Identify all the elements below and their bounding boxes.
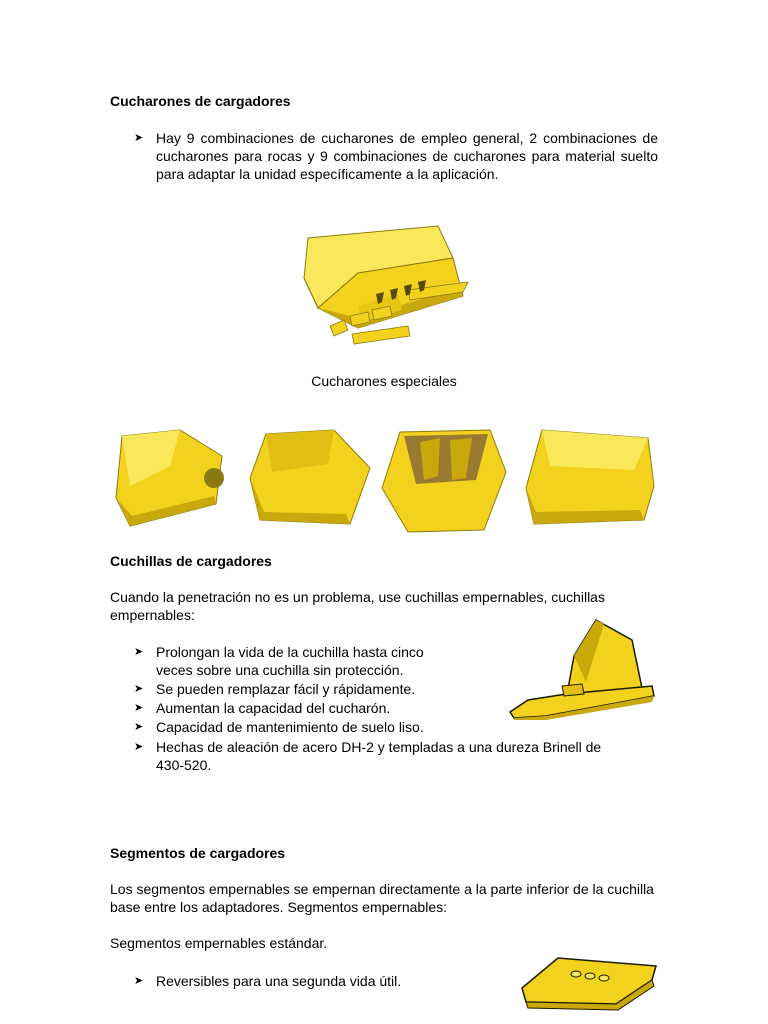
section-intro-paragraph: Cuando la penetración no es un problema, use cuchillas empernables, cuchillas empernables: (110, 589, 605, 623)
loader-bucket-image (298, 218, 470, 354)
arrowhead-bullet-icon: ➤ (134, 975, 144, 987)
section-intro-paragraph: Los segmentos empernables se empernan directamente a la parte inferior de la cuchilla base entre los adaptadores. Segmentos empernables: (110, 881, 654, 915)
special-bucket-image-1 (110, 426, 238, 534)
bullet-text: Hay 9 combinaciones de cucharones de empleo general, 2 combinaciones de cucharones para rocas y 9 combinaciones de cucharones para material suelto para adaptar la unidad específicamente a la aplicación. (156, 130, 658, 182)
arrowhead-bullet-icon: ➤ (134, 721, 144, 733)
arrowhead-bullet-icon: ➤ (134, 683, 144, 695)
arrowhead-bullet-icon: ➤ (134, 646, 144, 658)
bolt-on-cutting-edge-image (506, 616, 658, 722)
bullet-text: Capacidad de mantenimiento de suelo liso. (156, 719, 424, 735)
section-heading-segmentos: Segmentos de cargadores (110, 845, 286, 861)
image-caption: Cucharones especiales (311, 373, 457, 389)
arrowhead-bullet-icon: ➤ (134, 741, 144, 753)
bullet-text: 430-520. (156, 757, 212, 773)
bolt-on-segment-image (518, 950, 662, 1012)
bullet-text: Hechas de aleación de acero DH-2 y templadas a una dureza Brinell de (156, 739, 602, 755)
bullet-text: veces sobre una cuchilla sin protección. (156, 662, 404, 678)
bullet-text: Se pueden remplazar fácil y rápidamente. (156, 681, 416, 697)
section-heading-cuchillas: Cuchillas de cargadores (110, 553, 272, 569)
arrowhead-bullet-icon: ➤ (134, 132, 144, 144)
arrowhead-bullet-icon: ➤ (134, 702, 144, 714)
bullet-text: Aumentan la capacidad del cucharón. (156, 700, 391, 716)
special-bucket-image-3 (380, 428, 512, 536)
bullet-text: Prolongan la vida de la cuchilla hasta cinco (156, 644, 424, 660)
sub-heading-text: Segmentos empernables estándar. (110, 935, 328, 951)
special-bucket-image-4 (522, 426, 660, 534)
bullet-text: Reversibles para una segunda vida útil. (156, 973, 402, 989)
section-heading-cucharones: Cucharones de cargadores (110, 93, 291, 109)
special-bucket-image-2 (246, 428, 376, 532)
